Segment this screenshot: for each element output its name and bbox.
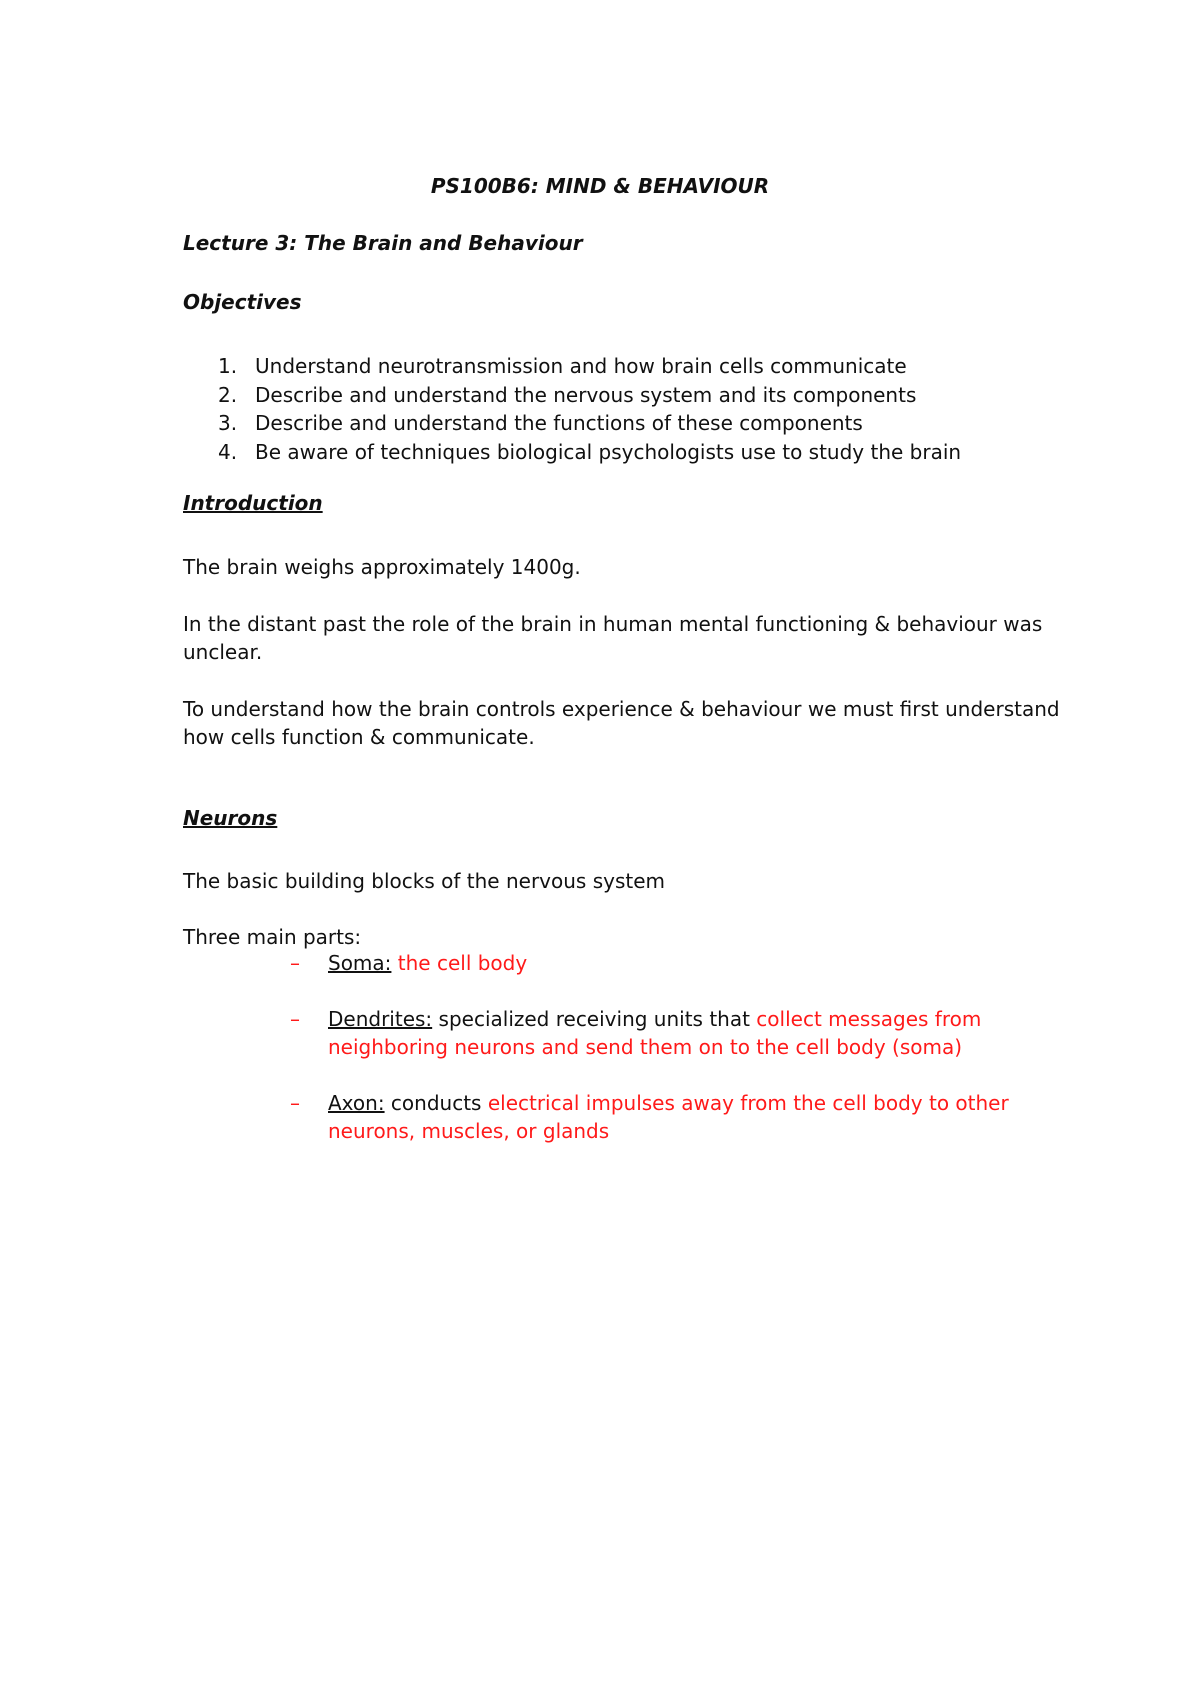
dendrites-highlight-1: collect messages from [756, 1007, 982, 1031]
lecture-title: Lecture 3: The Brain and Behaviour [183, 231, 583, 255]
dash-bullet: – [290, 1007, 300, 1031]
neuron-parts-intro: Three main parts: [183, 925, 362, 949]
axon-line-1 [328, 1089, 1009, 1117]
axon-highlight-1: electrical impulses away from the cell body to other [487, 1091, 1009, 1115]
intro-paragraph-history [183, 610, 1042, 666]
dash-bullet: – [290, 1091, 300, 1115]
term-soma: Soma: [328, 951, 392, 975]
objectives-heading: Objectives [183, 290, 302, 314]
list-item-body [328, 949, 527, 977]
introduction-heading: Introduction [183, 491, 323, 515]
neurons-heading: Neurons [183, 806, 278, 830]
soma-definition: the cell body [391, 951, 528, 975]
dendrites-highlight-2: neighboring neurons and send them on to the cell body (soma) [328, 1035, 963, 1059]
intro-paragraph-understand [183, 695, 1060, 751]
list-item-text: Understand neurotransmission and how brain cells communicate [255, 354, 907, 378]
list-item-number: 4. [218, 439, 238, 464]
list-item-text: Describe and understand the functions of these components [255, 411, 863, 436]
term-dendrites: Dendrites: [328, 1007, 433, 1031]
dendrites-line-1 [328, 1005, 981, 1033]
list-item-text: Describe and understand the nervous system and its components [255, 382, 917, 407]
paragraph-line: how cells function & communicate. [183, 725, 535, 749]
list-item-number: 2. [218, 382, 238, 407]
list-item-number: 1. [218, 354, 238, 378]
paragraph-line: In the distant past the role of the brain in human mental functioning & behaviour was [183, 612, 1043, 636]
paragraph-line: To understand how the brain controls experience & behaviour we must first understand [183, 697, 1060, 721]
list-item-body [328, 1089, 1009, 1145]
intro-paragraph-weight: The brain weighs approximately 1400g. [183, 555, 581, 579]
list-item-text: Be aware of techniques biological psychologists use to study the brain [255, 439, 962, 464]
document-title: PS100B6: MIND & BEHAVIOUR [430, 174, 770, 198]
list-item-body [328, 1005, 981, 1061]
term-axon: Axon: [328, 1091, 385, 1115]
dash-bullet: – [290, 951, 300, 975]
axon-highlight-2: neurons, muscles, or glands [328, 1119, 610, 1143]
dendrites-text: specialized receiving units that [432, 1007, 757, 1031]
list-item-number: 3. [218, 411, 238, 436]
axon-text: conducts [384, 1091, 488, 1115]
paragraph-line: unclear. [183, 640, 263, 664]
neurons-paragraph: The basic building blocks of the nervous system [183, 869, 665, 893]
